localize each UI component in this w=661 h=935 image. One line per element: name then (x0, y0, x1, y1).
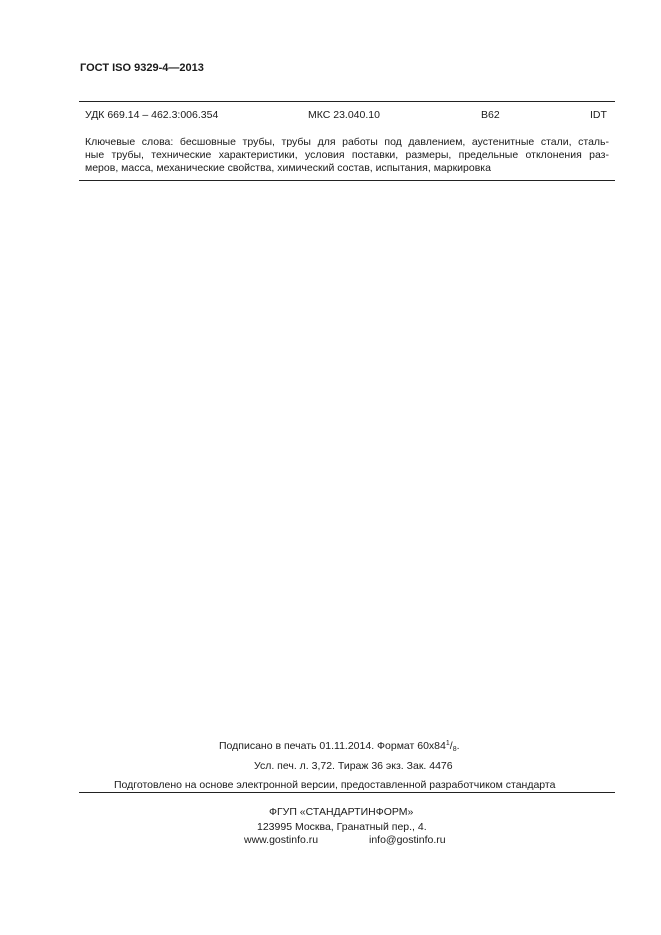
bottom-rule (79, 180, 615, 181)
signed-end: . (456, 740, 460, 752)
print-info: Усл. печ. л. 3,72. Тираж 36 экз. Зак. 4476 (254, 760, 453, 772)
keywords-line: меров, масса, механические свойства, химический состав, испытания, маркировка (85, 162, 491, 174)
udk-code: УДК 669.14 – 462.3:006.354 (85, 109, 219, 121)
keywords-paragraph (85, 136, 609, 175)
publisher-address: 123995 Москва, Гранатный пер., 4. (257, 821, 427, 833)
signed-text: Подписано в печать 01.11.2014. Формат 60x84 (219, 740, 446, 752)
degree-of-correspondence: IDT (590, 109, 607, 121)
top-rule (79, 101, 615, 102)
keywords-line: Ключевые слова: бесшовные трубы, трубы для работы под давлением, аустенитные стали, сталь- (85, 136, 609, 148)
group-code: В62 (481, 109, 500, 121)
publisher-email[interactable]: info@gostinfo.ru (369, 834, 446, 846)
mks-code: МКС 23.040.10 (308, 109, 380, 121)
publisher-website[interactable]: www.gostinfo.ru (244, 834, 319, 846)
standard-code: ГОСТ ISO 9329-4—2013 (80, 62, 204, 74)
prepared-note: Подготовлено на основе электронной версии, предоставленной разработчиком стандарта (114, 779, 556, 791)
publisher-name: ФГУП «СТАНДАРТИНФОРМ» (269, 806, 414, 818)
format-numerator: 1 (445, 740, 450, 747)
footer-rule (79, 792, 615, 793)
keywords-line: ные трубы, технические характеристики, условия поставки, размеры, предельные отклонения раз- (85, 149, 609, 161)
format-denominator: 8 (452, 746, 457, 753)
signed-for-print: Подписано в печать 01.11.2014. Формат $60x84^1/_8$. (219, 740, 460, 753)
